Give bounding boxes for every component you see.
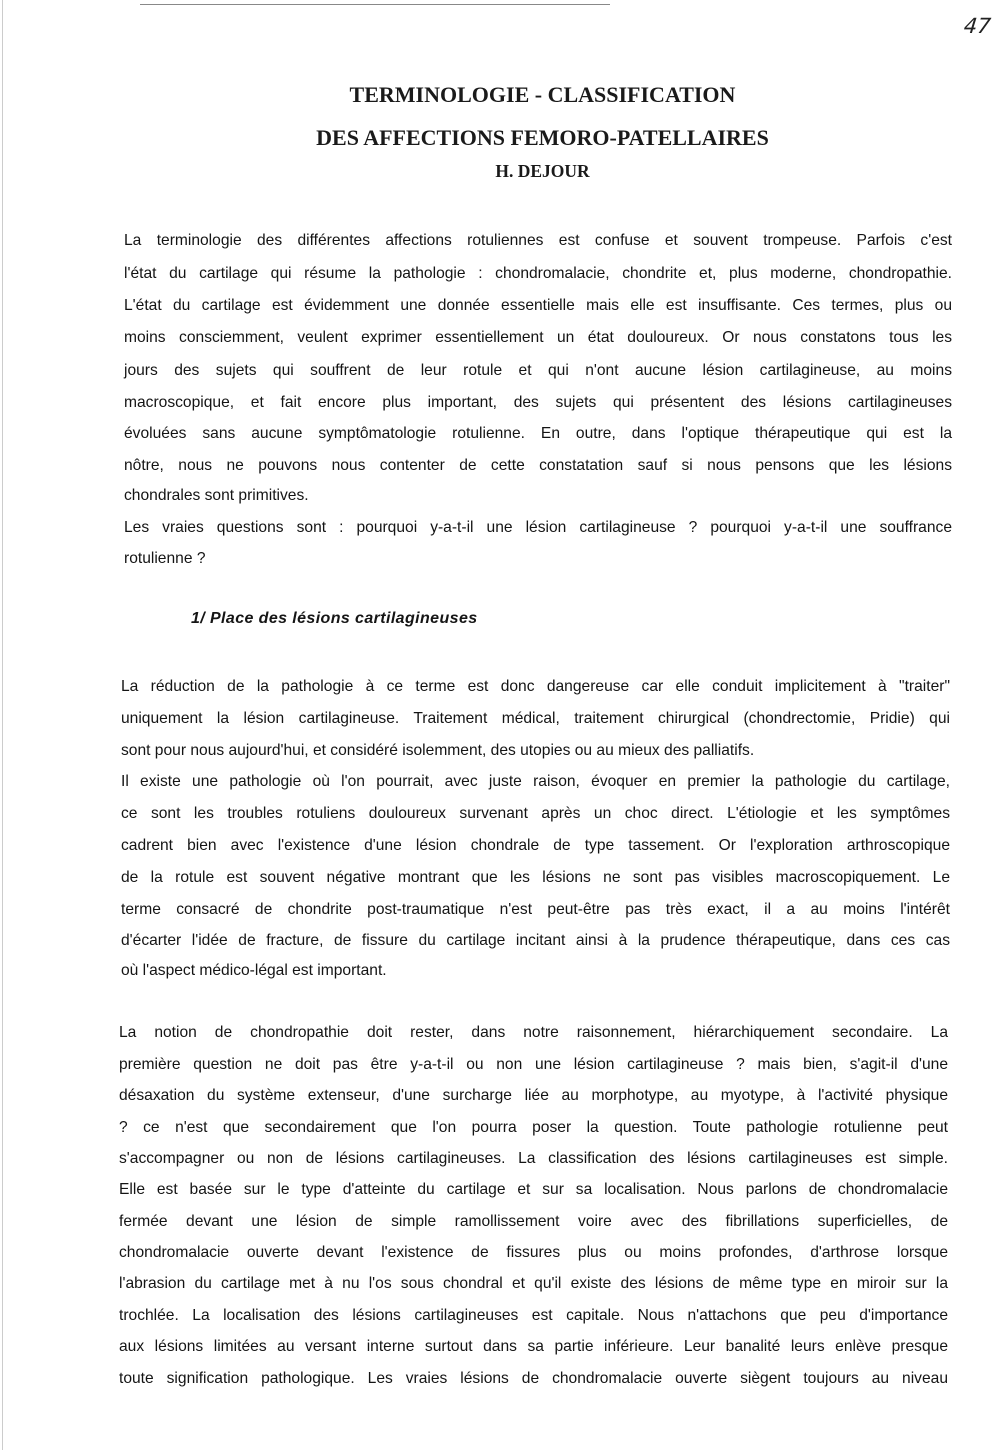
text-line: l'état du cartilage qui résume la pathologie : chondromalacie, chondrite et, plus moderne, chondropathie.: [124, 265, 952, 282]
text-line: nôtre, nous ne pouvons nous contenter de cette constatation sauf si nous pensons que les lésions: [124, 457, 952, 474]
text-line: L'état du cartilage est évidemment une donnée essentielle mais elle est insuffisante. Ces termes, plus ou: [124, 297, 952, 314]
text-line: s'accompagner ou non de lésions cartilagineuses. La classification des lésions cartilagineuses est simple.: [119, 1150, 948, 1167]
text-line: évoluées sans aucune symptômatologie rotulienne. En outre, dans l'optique thérapeutique qui est la: [124, 425, 952, 442]
page-edge-line: [2, 0, 3, 1450]
text-line: ? ce n'est que secondairement que l'on pourra poser la question. Toute pathologie rotulienne peut: [119, 1119, 948, 1136]
text-line: toute signification pathologique. Les vraies lésions de chondromalacie ouverte siègent toujours au niveau: [119, 1370, 948, 1387]
author: H. DEJOUR: [495, 161, 590, 181]
text-line: La terminologie des différentes affections rotuliennes est confuse et souvent trompeuse. Parfois c'est: [124, 232, 952, 249]
text-line: première question ne doit pas être y-a-t-il ou non une lésion cartilagineuse ? mais bien, s'agit-il d'une: [119, 1056, 948, 1073]
text-line: fermée devant une lésion de simple ramollissement voire avec des fibrillations superficielles, de: [119, 1213, 948, 1230]
text-line: chondrales sont primitives.: [124, 487, 309, 504]
text-line: désaxation du système extenseur, d'une surcharge liée au morphotype, au myotype, à l'activité physique: [119, 1087, 948, 1104]
text-line: jours des sujets qui souffrent de leur rotule et qui n'ont aucune lésion cartilagineuse, au moins: [124, 362, 952, 379]
text-line: chondromalacie ouverte devant l'existence de fissures plus ou moins profondes, d'arthrose lorsque: [119, 1244, 948, 1261]
text-line: rotulienne ?: [124, 550, 206, 567]
page-number: 47: [962, 14, 992, 38]
text-line: uniquement la lésion cartilagineuse. Traitement médical, traitement chirurgical (chondrectomie, Pridie) qui: [121, 710, 950, 727]
text-line: trochlée. La localisation des lésions cartilagineuses est capitale. Nous n'attachons que peu d'importance: [119, 1307, 948, 1324]
title-line-1: TERMINOLOGIE - CLASSIFICATION: [349, 82, 736, 107]
section-heading: 1/ Place des lésions cartilagineuses: [191, 610, 478, 627]
text-line: terme consacré de chondrite post-traumatique n'est peut-être pas très exact, il a au moins l'intérêt: [121, 901, 950, 918]
top-rule: [140, 4, 610, 5]
text-line: moins consciemment, veulent exprimer essentiellement un état douloureux. Or nous constatons tous les: [124, 329, 952, 346]
text-line: ce sont les troubles rotuliens douloureux survenant après un choc direct. L'étiologie et les symptômes: [121, 805, 950, 822]
text-line: Il existe une pathologie où l'on pourrait, avec juste raison, évoquer en premier la pathologie du cartilage,: [121, 773, 950, 790]
text-line: où l'aspect médico-légal est important.: [121, 962, 387, 979]
title-line-2: DES AFFECTIONS FEMORO-PATELLAIRES: [316, 125, 769, 150]
text-line: aux lésions limitées au versant interne surtout dans sa partie inférieure. Leur banalité leurs enlève presque: [119, 1338, 948, 1355]
text-line: La notion de chondropathie doit rester, dans notre raisonnement, hiérarchiquement secondaire. La: [119, 1024, 948, 1041]
text-line: sont pour nous aujourd'hui, et considéré isolemment, des utopies ou au mieux des palliatifs.: [121, 742, 755, 759]
text-line: l'abrasion du cartilage met à nu l'os sous chondral et qu'il existe des lésions de même type en miroir sur la: [119, 1275, 948, 1292]
text-line: de la rotule est souvent négative montrant que les lésions ne sont pas visibles macroscopiquement. Le: [121, 869, 950, 886]
text-line: La réduction de la pathologie à ce terme est donc dangereuse car elle conduit implicitement à "traiter": [121, 678, 950, 695]
text-line: Elle est basée sur le type d'atteinte du cartilage et sur sa localisation. Nous parlons de chondromalacie: [119, 1181, 948, 1198]
text-line: Les vraies questions sont : pourquoi y-a-t-il une lésion cartilagineuse ? pourquoi y-a-t-il une souffrance: [124, 519, 952, 536]
text-line: d'écarter l'idée de fracture, de fissure du cartilage incitant ainsi à la prudence thérapeutique, dans ces cas: [121, 932, 950, 949]
text-line: cadrent bien avec l'existence d'une lésion chondrale de type tassement. Or l'exploration arthroscopique: [121, 837, 950, 854]
text-line: macroscopique, et fait encore plus important, des sujets qui présentent des lésions cartilagineuses: [124, 394, 952, 411]
